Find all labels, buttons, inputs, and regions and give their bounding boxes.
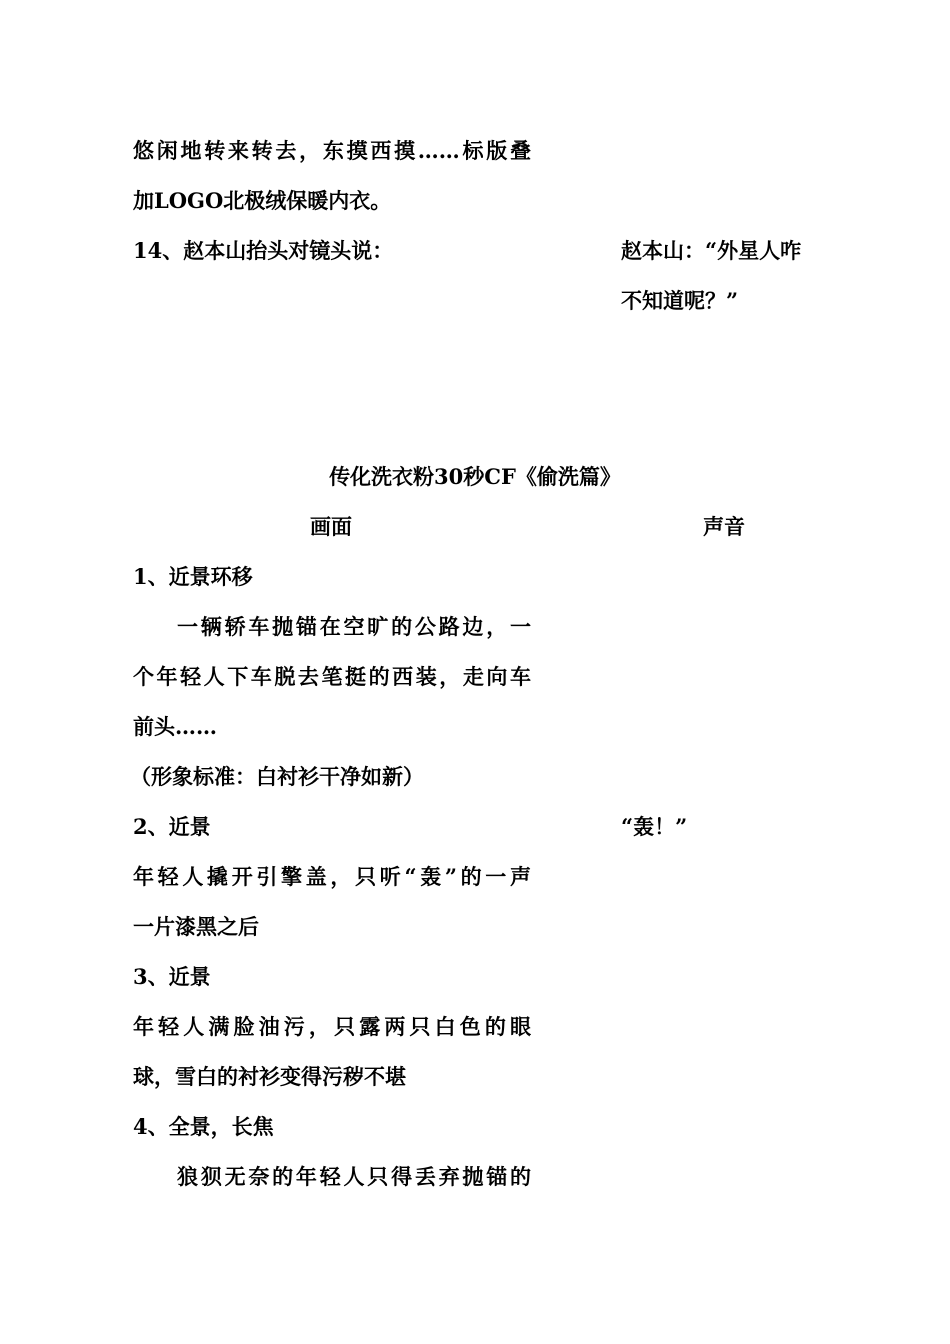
header-audio: 声音 bbox=[703, 514, 745, 539]
header-picture: 画面 bbox=[310, 514, 352, 539]
scene-3-line-1: 年轻人满脸油污，只露两只白色的眼 bbox=[133, 1014, 531, 1039]
intro-line-1: 悠闲地转来转去，东摸西摸……标版叠 bbox=[133, 138, 531, 163]
scene-3-heading: 3、近景 bbox=[133, 964, 211, 989]
scene-2-line-2: 一片漆黑之后 bbox=[133, 914, 259, 939]
scene-4-line-1: 狼狈无奈的年轻人只得丢弃抛锚的 bbox=[177, 1164, 531, 1189]
scene-14-audio-line-1: 赵本山：“外星人咋 bbox=[621, 238, 802, 263]
scene-4-heading: 4、全景，长焦 bbox=[133, 1114, 274, 1139]
scene-1-line-1: 一辆轿车抛锚在空旷的公路边，一 bbox=[177, 614, 531, 639]
scene-2-line-1: 年轻人撬开引擎盖，只听“轰”的一声 bbox=[133, 864, 531, 889]
script-title: 传化洗衣粉30秒CF《偷洗篇》 bbox=[329, 464, 621, 489]
intro-line-2: 加LOGO北极绒保暖内衣。 bbox=[133, 188, 392, 213]
scene-1-heading: 1、近景环移 bbox=[133, 564, 253, 589]
scene-1-note: （形象标准：白衬衫干净如新） bbox=[130, 764, 424, 789]
scene-14-picture: 14、赵本山抬头对镜头说： bbox=[133, 238, 394, 263]
scene-3-line-2: 球，雪白的衬衫变得污秽不堪 bbox=[133, 1064, 406, 1089]
scene-1-line-3: 前头…… bbox=[133, 714, 217, 739]
scene-2-heading: 2、近景 bbox=[133, 814, 211, 839]
scene-1-line-2: 个年轻人下车脱去笔挺的西装，走向车 bbox=[133, 664, 531, 689]
scene-2-audio: “轰！” bbox=[621, 814, 688, 839]
scene-14-audio-line-2: 不知道呢？” bbox=[621, 288, 739, 313]
